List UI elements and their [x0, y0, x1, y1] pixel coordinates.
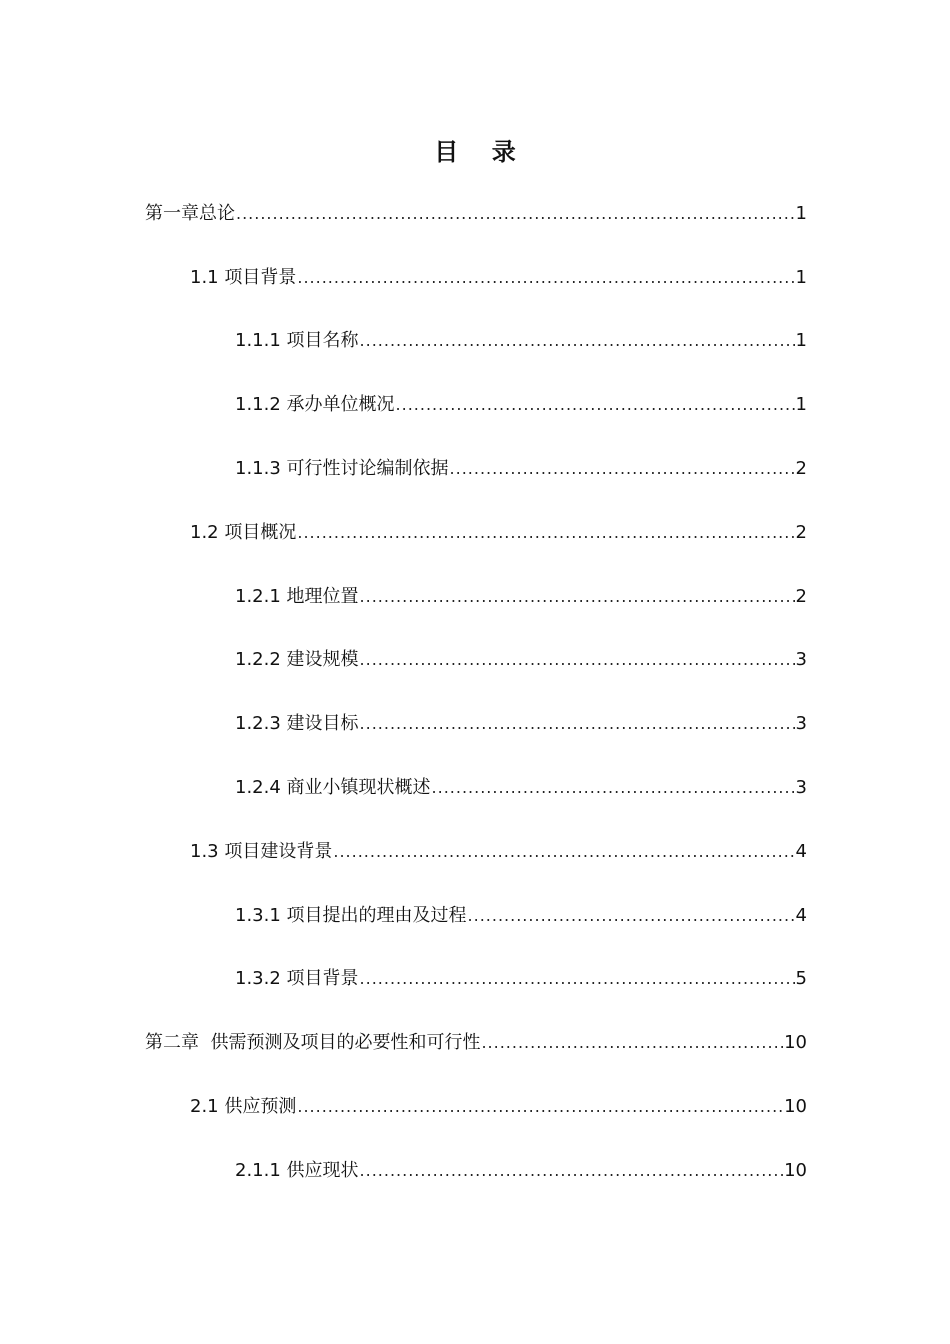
toc-entry-page: 10: [784, 1032, 807, 1054]
toc-entry[interactable]: [0, 820, 950, 884]
dot-leader: [360, 712, 795, 736]
toc-entry-label: 1.2.1 地理位置: [235, 585, 359, 607]
toc-entry[interactable]: [0, 629, 950, 693]
toc-entry-label: 1.2.2 建设规模: [235, 649, 359, 671]
dot-leader: [481, 1031, 783, 1055]
toc-entry-page: 1: [795, 394, 807, 416]
dot-leader: [236, 202, 795, 226]
toc-entry-page: 10: [784, 1096, 807, 1118]
toc-entry-page: 10: [784, 1159, 807, 1181]
toc-entry-label: 1.1.1 项目名称: [235, 330, 359, 352]
dot-leader: [360, 648, 795, 672]
toc-entry[interactable]: [0, 246, 950, 310]
table-of-contents: [0, 182, 950, 1203]
dot-leader: [468, 904, 795, 928]
toc-entry[interactable]: [0, 373, 950, 437]
toc-entry-label: 1.2.4 商业小镇现状概述: [235, 777, 431, 799]
toc-entry-label: 第一章总论: [145, 202, 235, 224]
toc-entry-page: 3: [795, 649, 807, 671]
toc-entry-label: 1.3.1 项目提出的理由及过程: [235, 904, 467, 926]
toc-entry-label: 2.1 供应预测: [190, 1096, 297, 1118]
dot-leader: [360, 329, 795, 353]
dot-leader: [333, 840, 794, 864]
toc-entry-label: 1.1.3 可行性讨论编制依据: [235, 458, 449, 480]
toc-entry[interactable]: [0, 756, 950, 820]
toc-entry[interactable]: [0, 1011, 950, 1075]
toc-entry-label: 1.1 项目背景: [190, 266, 297, 288]
toc-entry-page: 2: [795, 458, 807, 480]
toc-entry-page: 4: [795, 904, 807, 926]
toc-entry[interactable]: [0, 310, 950, 374]
dot-leader: [360, 967, 795, 991]
toc-entry-label: 2.1.1 供应现状: [235, 1159, 359, 1181]
toc-entry-label: 1.3 项目建设背景: [190, 840, 333, 862]
toc-entry[interactable]: [0, 948, 950, 1012]
dot-leader: [297, 1095, 783, 1119]
toc-entry[interactable]: [0, 565, 950, 629]
toc-entry-page: 3: [795, 777, 807, 799]
toc-entry[interactable]: [0, 692, 950, 756]
toc-entry-label: 1.2.3 建设目标: [235, 713, 359, 735]
toc-title: 目 录: [434, 138, 516, 166]
toc-entry-page: 2: [795, 521, 807, 543]
toc-entry-page: 3: [795, 713, 807, 735]
toc-entry-page: 1: [795, 202, 807, 224]
toc-entry[interactable]: [0, 437, 950, 501]
toc-entry[interactable]: [0, 1075, 950, 1139]
toc-entry[interactable]: [0, 884, 950, 948]
toc-entry-label: 第二章 供需预测及项目的必要性和可行性: [145, 1032, 481, 1054]
toc-entry[interactable]: [0, 501, 950, 565]
dot-leader: [450, 457, 795, 481]
toc-entry-page: 2: [795, 585, 807, 607]
toc-entry-label: 1.1.2 承办单位概况: [235, 394, 395, 416]
toc-entry-label: 1.2 项目概况: [190, 521, 297, 543]
toc-entry[interactable]: [0, 1139, 950, 1203]
toc-entry-page: 5: [795, 968, 807, 990]
dot-leader: [360, 585, 795, 609]
dot-leader: [432, 776, 795, 800]
toc-entry-page: 4: [795, 840, 807, 862]
dot-leader: [297, 266, 794, 290]
toc-entry-page: 1: [795, 266, 807, 288]
dot-leader: [297, 521, 794, 545]
toc-entry-label: 1.3.2 项目背景: [235, 968, 359, 990]
toc-entry[interactable]: [0, 182, 950, 246]
dot-leader: [360, 1159, 784, 1183]
dot-leader: [396, 393, 795, 417]
toc-entry-page: 1: [795, 330, 807, 352]
